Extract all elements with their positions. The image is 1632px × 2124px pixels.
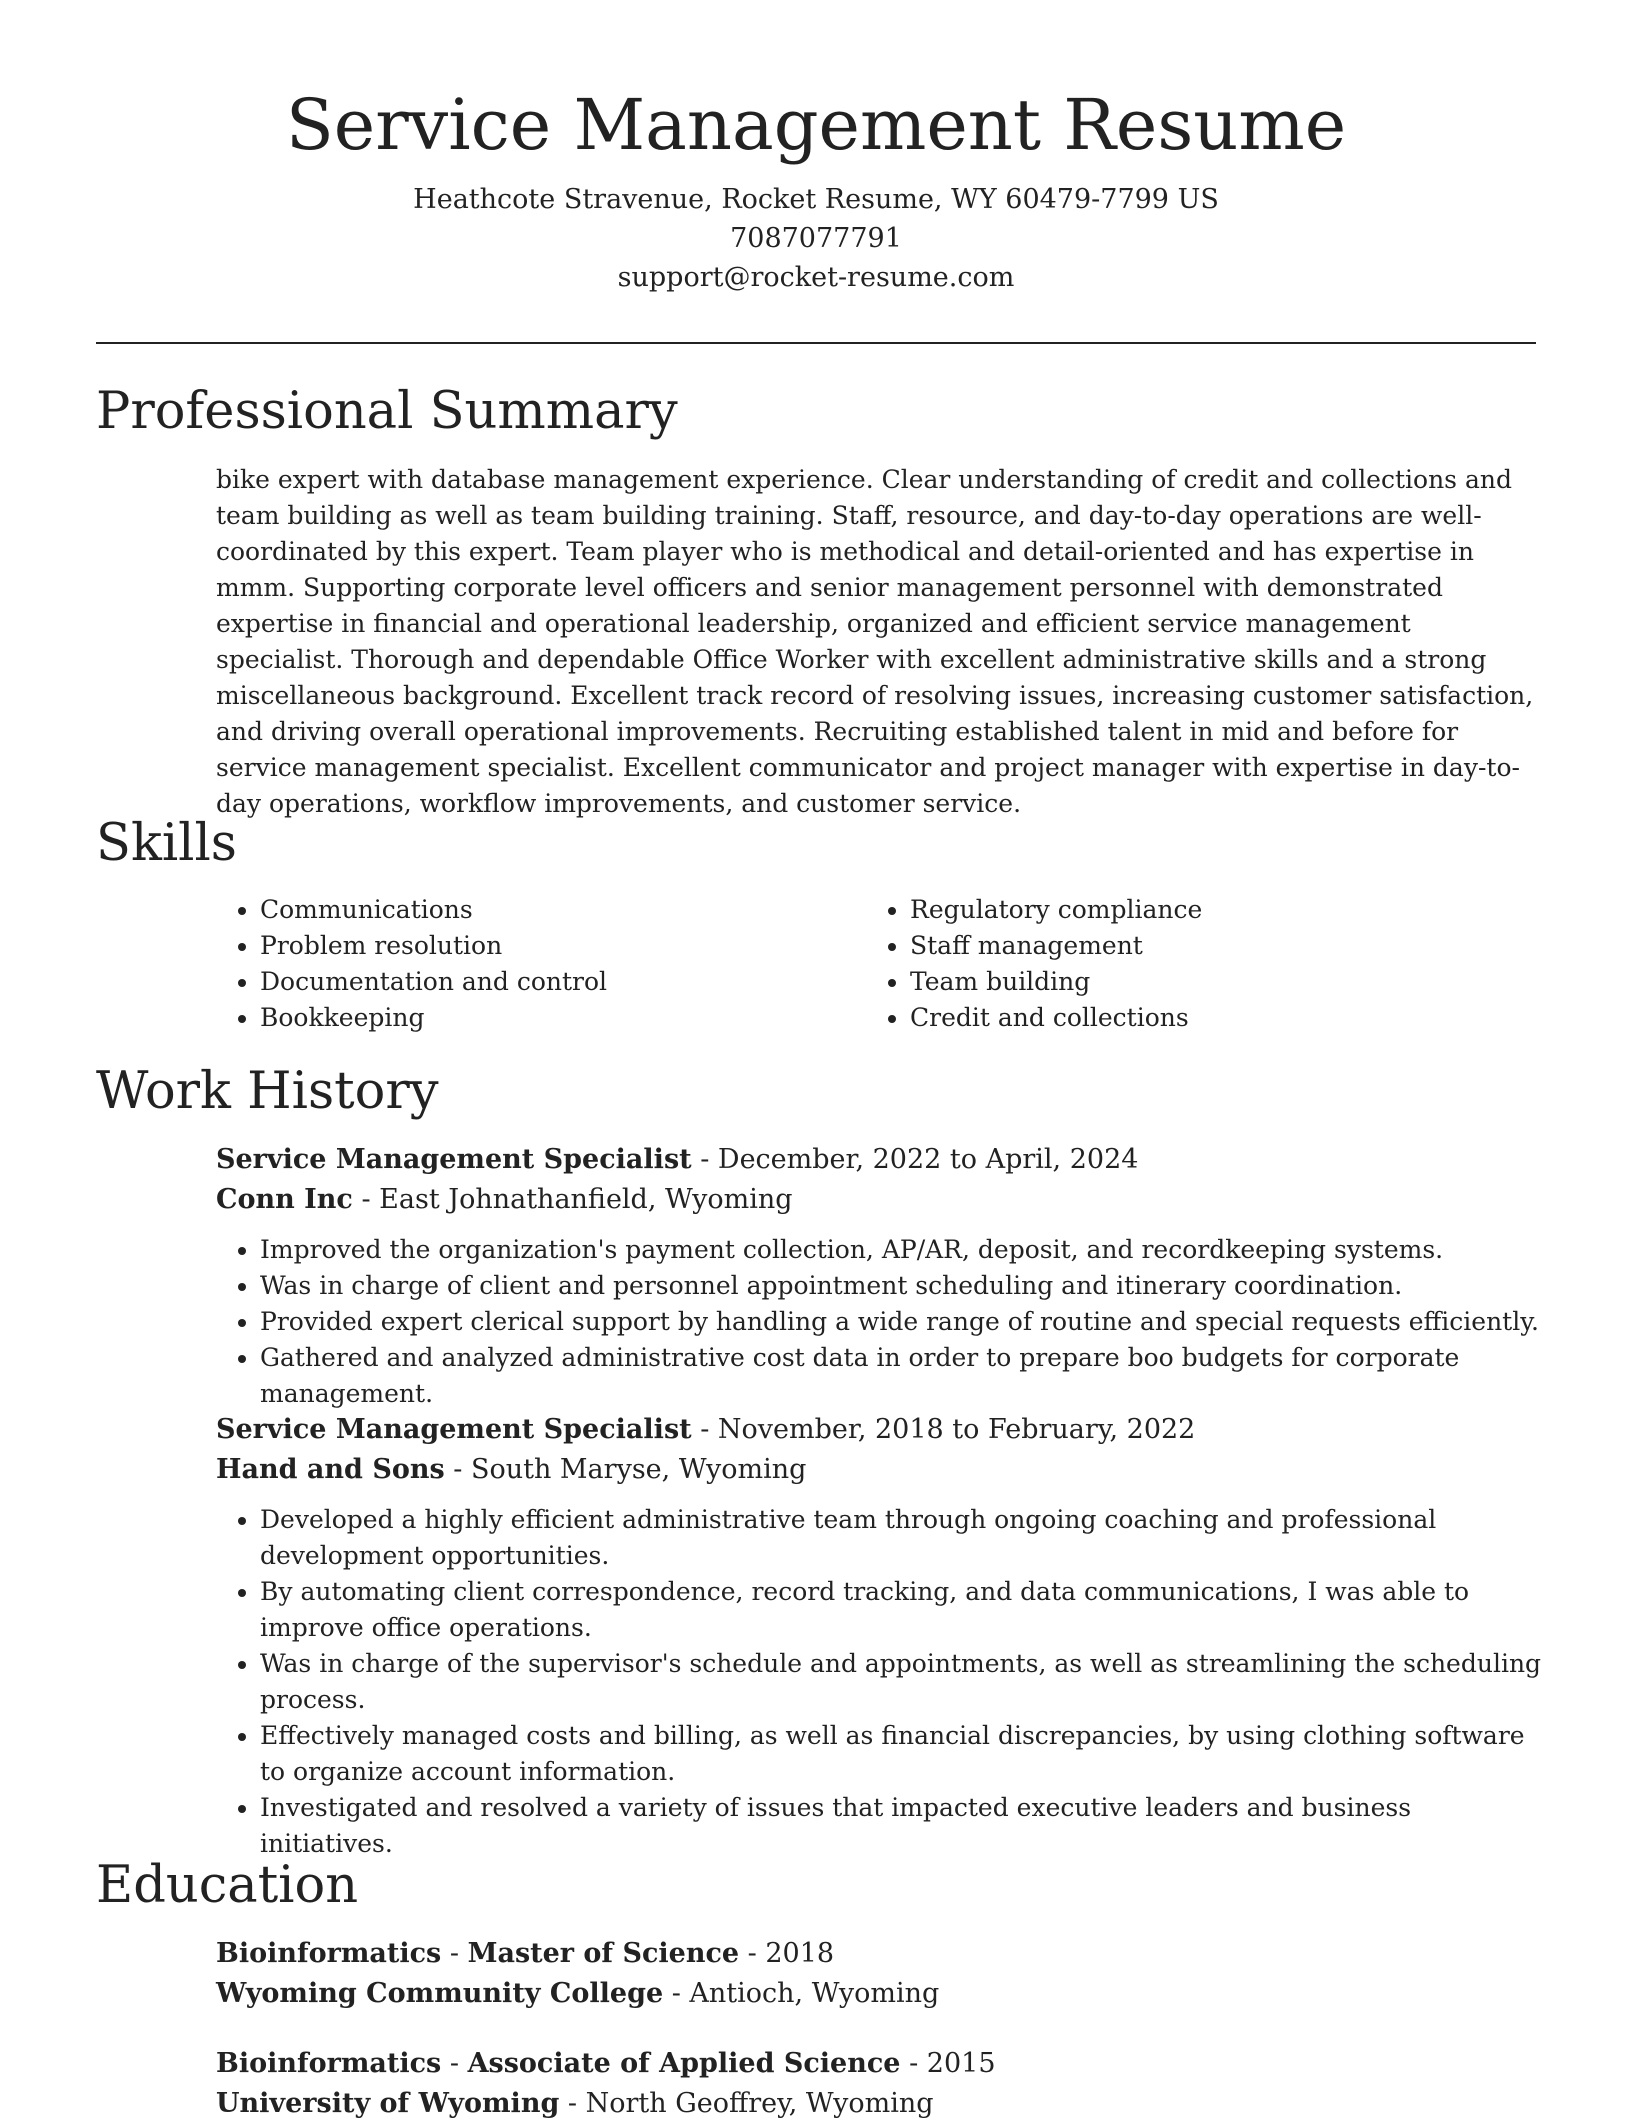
education-entry [216, 2044, 1542, 2124]
job-title: Service Management Specialist [216, 1414, 692, 1445]
job-bullet: • Gathered and analyzed administrative cost data in order to prepare boo budgets for corporate management. [260, 1340, 1542, 1412]
education-location: Antioch, Wyoming [689, 1978, 940, 2009]
job-bullet: • Provided expert clerical support by handling a wide range of routine and special requests efficiently. [260, 1304, 1542, 1340]
job-entry [216, 1410, 1542, 1862]
education-entry [216, 1934, 1542, 2014]
skills-heading: Skills [96, 814, 237, 873]
job-location: East Johnathanfield, Wyoming [379, 1184, 793, 1215]
job-company: Hand and Sons [216, 1454, 445, 1485]
job-title-line: Service Management Specialist - December, 2022 to April, 2024 [216, 1144, 1139, 1175]
education-location: North Geoffrey, Wyoming [585, 2088, 934, 2119]
job-location: South Maryse, Wyoming [470, 1454, 807, 1485]
job-bullet: • By automating client correspondence, record tracking, and data communications, I was able to improve office operations. [260, 1574, 1542, 1646]
summary-text: bike expert with database management experience. Clear understanding of credit and collections and team building as well as team building training. Staff, resource, and day-to-day operations are well-coordinated by this expert. Team player who is methodical and detail-oriented and has expertise in mmm. Supporting corporate level officers and senior management personnel with demonstrated expertise in financial and operational leadership, organized and efficient service management specialist. Thorough and dependable Office Worker with excellent administrative skills and a strong miscellaneous background. Excellent track record of resolving issues, increasing customer satisfaction, and driving overall operational improvements. Recruiting established talent in mid and before for service management specialist. Excellent communicator and project manager with expertise in day-to-day operations, workflow improvements, and customer service. [216, 465, 1534, 818]
skill-item: • Team building [910, 964, 1486, 1000]
summary-heading: Professional Summary [96, 382, 678, 441]
job-bullet: • Improved the organization's payment collection, AP/AR, deposit, and recordkeeping systems. [260, 1232, 1542, 1268]
skill-item: • Regulatory compliance [910, 892, 1486, 928]
education-school: University of Wyoming [216, 2088, 560, 2119]
job-company: Conn Inc [216, 1184, 353, 1215]
resume-title: Service Management Resume [285, 84, 1347, 166]
education-degree-line: Bioinformatics - Associate of Applied Science - 2015 [216, 2048, 996, 2079]
education-degree-line: Bioinformatics - Master of Science - 2018 [216, 1938, 835, 1969]
education-degree: Associate of Applied Science [467, 2048, 901, 2079]
education-year: 2015 [926, 2048, 996, 2079]
job-dates: November, 2018 to February, 2022 [717, 1414, 1196, 1445]
skill-item: • Documentation and control [260, 964, 836, 1000]
education-year: 2018 [765, 1938, 835, 1969]
skill-item: • Staff management [910, 928, 1486, 964]
resume-header [0, 80, 1632, 297]
job-bullet: • Developed a highly efficient administrative team through ongoing coaching and professional development opportunities. [260, 1502, 1542, 1574]
summary-section [216, 462, 1542, 822]
email-address: support@rocket-resume.com [617, 262, 1015, 293]
education-field: Bioinformatics [216, 2048, 442, 2079]
skills-column-left [216, 892, 836, 1036]
header-divider [96, 342, 1536, 344]
work-history-heading: Work History [96, 1062, 439, 1121]
education-school: Wyoming Community College [216, 1978, 664, 2009]
job-company-line: Conn Inc - East Johnathanfield, Wyoming [216, 1184, 793, 1215]
education-heading: Education [96, 1856, 359, 1915]
education-degree: Master of Science [467, 1938, 740, 1969]
address-line: Heathcote Stravenue, Rocket Resume, WY 60479-7799 US [413, 184, 1219, 215]
job-bullet: • Effectively managed costs and billing, as well as financial discrepancies, by using clothing software to organize account information. [260, 1718, 1542, 1790]
skills-column-right [866, 892, 1486, 1036]
job-dates: December, 2022 to April, 2024 [717, 1144, 1139, 1175]
job-company-line: Hand and Sons - South Maryse, Wyoming [216, 1454, 807, 1485]
job-entry [216, 1140, 1542, 1412]
skill-item: • Bookkeeping [260, 1000, 836, 1036]
job-bullet: • Investigated and resolved a variety of issues that impacted executive leaders and business initiatives. [260, 1790, 1542, 1862]
phone-number: 7087077791 [730, 223, 902, 254]
education-school-line: Wyoming Community College - Antioch, Wyoming [216, 1978, 940, 2009]
education-field: Bioinformatics [216, 1938, 442, 1969]
skill-item: • Credit and collections [910, 1000, 1486, 1036]
job-title-line: Service Management Specialist - November, 2018 to February, 2022 [216, 1414, 1196, 1445]
job-bullet: • Was in charge of client and personnel appointment scheduling and itinerary coordination. [260, 1268, 1542, 1304]
skill-item: • Problem resolution [260, 928, 836, 964]
job-bullet: • Was in charge of the supervisor's schedule and appointments, as well as streamlining the scheduling process. [260, 1646, 1542, 1718]
education-school-line: University of Wyoming - North Geoffrey, Wyoming [216, 2088, 934, 2119]
skill-item: • Communications [260, 892, 836, 928]
job-title: Service Management Specialist [216, 1144, 692, 1175]
